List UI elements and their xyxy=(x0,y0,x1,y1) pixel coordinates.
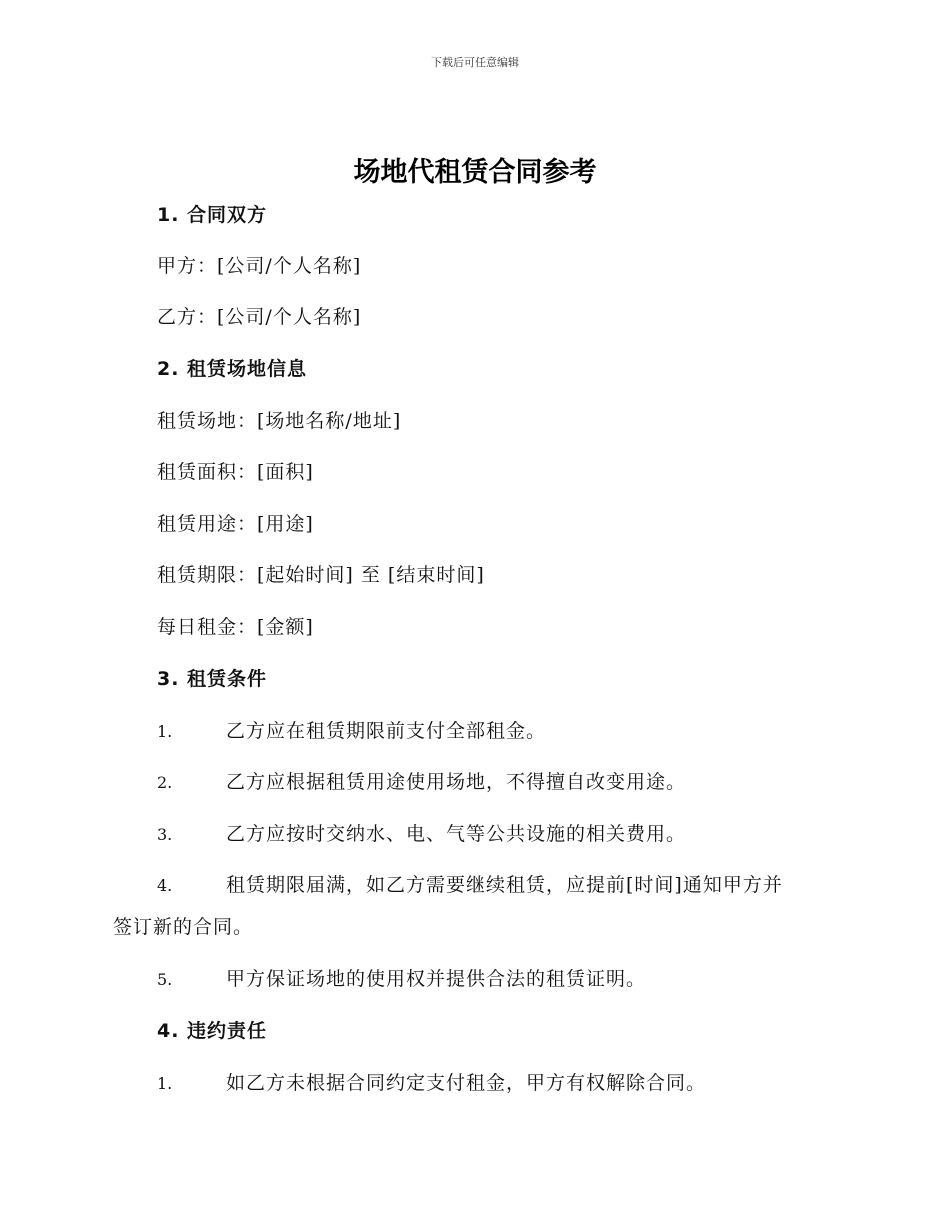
document-title: 场地代租赁合同参考 xyxy=(353,157,597,188)
list-item xyxy=(157,964,646,991)
list-item xyxy=(157,819,686,846)
section-2-heading: 2. 租赁场地信息 xyxy=(157,358,308,380)
list-item-continuation: 签订新的合同。 xyxy=(113,916,254,938)
party-b-line: 乙方：[公司/个人名称] xyxy=(157,306,362,328)
usage-line: 租赁用途：[用途] xyxy=(157,513,314,535)
list-item-number: 1. xyxy=(157,722,173,741)
list-item-number: 5. xyxy=(157,970,173,989)
list-item-number: 2. xyxy=(157,773,173,792)
list-item-text: 乙方应在租赁期限前支付全部租金。 xyxy=(226,720,547,742)
list-item-text: 租赁期限届满，如乙方需要继续租赁，应提前[时间]通知甲方并 xyxy=(226,874,783,896)
rent-line: 每日租金：[金额] xyxy=(157,616,314,638)
list-item xyxy=(157,767,686,794)
party-a-line: 甲方：[公司/个人名称] xyxy=(157,255,362,277)
site-line: 租赁场地：[场地名称/地址] xyxy=(157,410,402,432)
period-line: 租赁期限：[起始时间] 至 [结束时间] xyxy=(157,564,485,586)
section-4-heading: 4. 违约责任 xyxy=(157,1020,268,1042)
list-item xyxy=(157,870,783,897)
list-item-text: 如乙方未根据合同约定支付租金，甲方有权解除合同。 xyxy=(226,1072,707,1094)
area-line: 租赁面积：[面积] xyxy=(157,461,314,483)
list-item-text: 乙方应按时交纳水、电、气等公共设施的相关费用。 xyxy=(226,823,687,845)
list-item-text: 甲方保证场地的使用权并提供合法的租赁证明。 xyxy=(226,968,647,990)
list-item-number: 4. xyxy=(157,876,173,895)
list-item-number: 3. xyxy=(157,825,173,844)
list-item-text: 乙方应根据租赁用途使用场地，不得擅自改变用途。 xyxy=(226,771,687,793)
page-header: 下载后可任意编辑 xyxy=(431,56,519,69)
section-3-heading: 3. 租赁条件 xyxy=(157,668,268,690)
section-1-heading: 1. 合同双方 xyxy=(157,204,268,226)
list-item-number: 1. xyxy=(157,1074,173,1093)
list-item xyxy=(157,716,546,743)
list-item xyxy=(157,1068,706,1095)
